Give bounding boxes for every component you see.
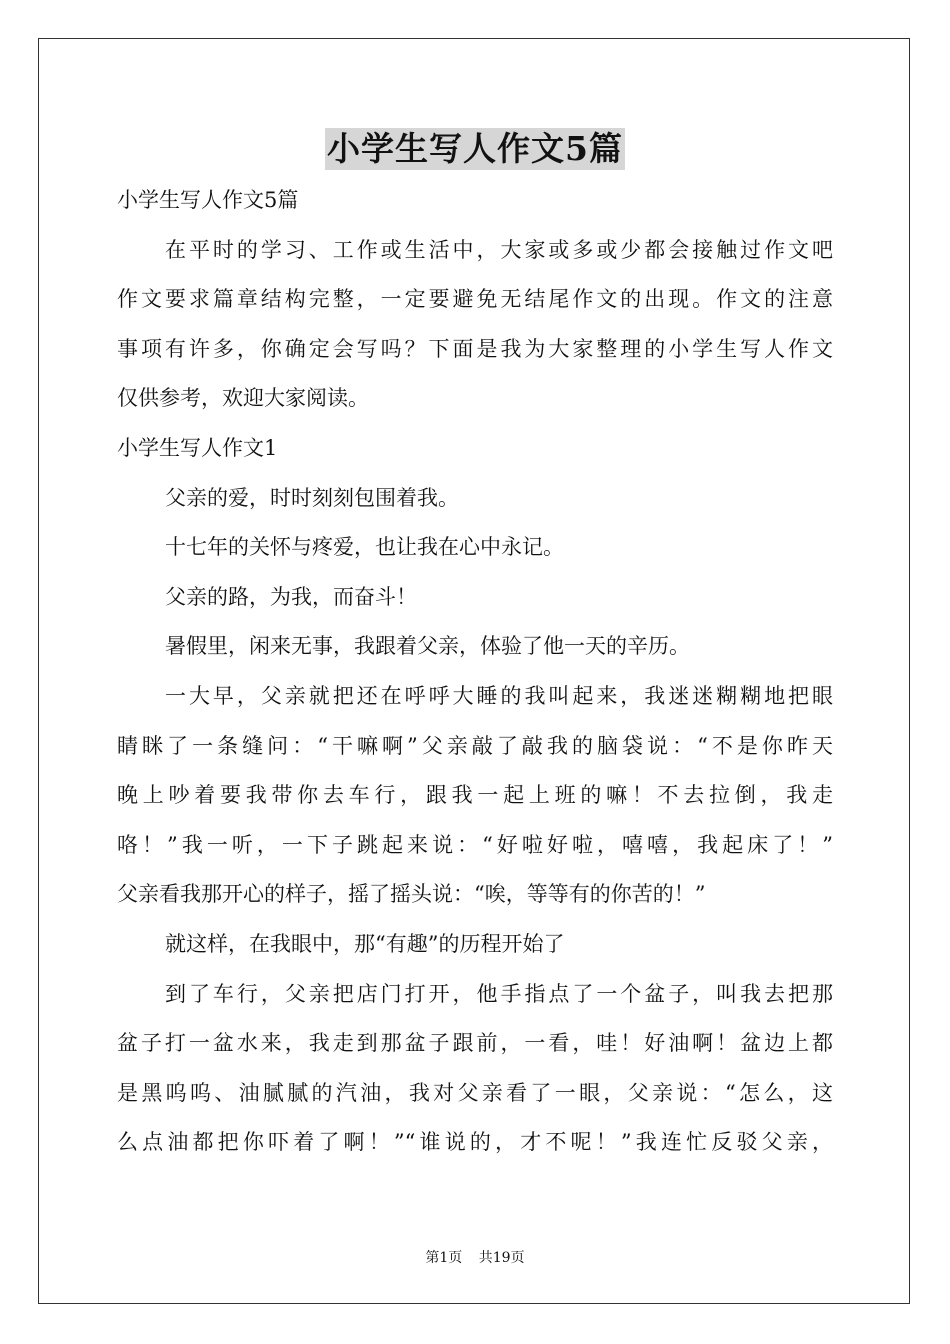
- text-line: 父亲看我那开心的样子，摇了摇头说：“唉，等等有的你苦的！”: [117, 882, 706, 907]
- text-line: 到了车行，父亲把店门打开，他手指点了一个盆子，叫我去把那: [165, 981, 833, 1006]
- text-line: 小学生写人作文1: [117, 435, 278, 460]
- text-line: 是黑呜呜、油腻腻的汽油，我对父亲看了一眼，父亲说：“怎么，这: [117, 1080, 833, 1105]
- text-line: 暑假里，闲来无事，我跟着父亲，体验了他一天的辛历。: [165, 634, 690, 659]
- text-line: 么点油都把你吓着了啊！”“谁说的，才不呢！”我连忙反驳父亲，: [117, 1130, 833, 1155]
- text-line: 在平时的学习、工作或生活中，大家或多或少都会接触过作文吧: [165, 237, 833, 262]
- document-body: [117, 176, 833, 1168]
- text-line: 仅供参考，欢迎大家阅读。: [117, 386, 369, 411]
- text-line: 就这样，在我眼中，那“有趣”的历程开始了: [165, 931, 565, 956]
- text-line: 父亲的爱，时时刻刻包围着我。: [165, 485, 459, 510]
- page-total: 共19页: [478, 1250, 525, 1266]
- text-line: 事项有许多，你确定会写吗？下面是我为大家整理的小学生写人作文: [117, 336, 833, 361]
- text-line: 作文要求篇章结构完整，一定要避免无结尾作文的出现。作文的注意: [117, 287, 833, 312]
- text-line: 咯！”我一听，一下子跳起来说：“好啦好啦，嘻嘻，我起床了！”: [117, 832, 833, 857]
- text-line: 父亲的路，为我，而奋斗！: [165, 584, 417, 609]
- page-number: 第1页: [425, 1250, 463, 1266]
- text-line: 小学生写人作文5篇: [117, 188, 299, 212]
- page-title: 小学生写人作文5篇: [327, 129, 623, 168]
- text-line: 晚上吵着要我带你去车行，跟我一起上班的嘛！不去拉倒，我走: [117, 783, 833, 808]
- text-line: 盆子打一盆水来，我走到那盆子跟前，一看，哇！好油啊！盆边上都: [117, 1031, 833, 1056]
- text-line: 一大早，父亲就把还在呼呼大睡的我叫起来，我迷迷糊糊地把眼: [165, 683, 833, 708]
- text-line: 睛眯了一条缝问：“干嘛啊”父亲敲了敲我的脑袋说：“不是你昨天: [117, 733, 833, 758]
- text-line: 十七年的关怀与疼爱，也让我在心中永记。: [165, 535, 564, 560]
- page-footer: [0, 1247, 950, 1267]
- title-container: [0, 128, 950, 170]
